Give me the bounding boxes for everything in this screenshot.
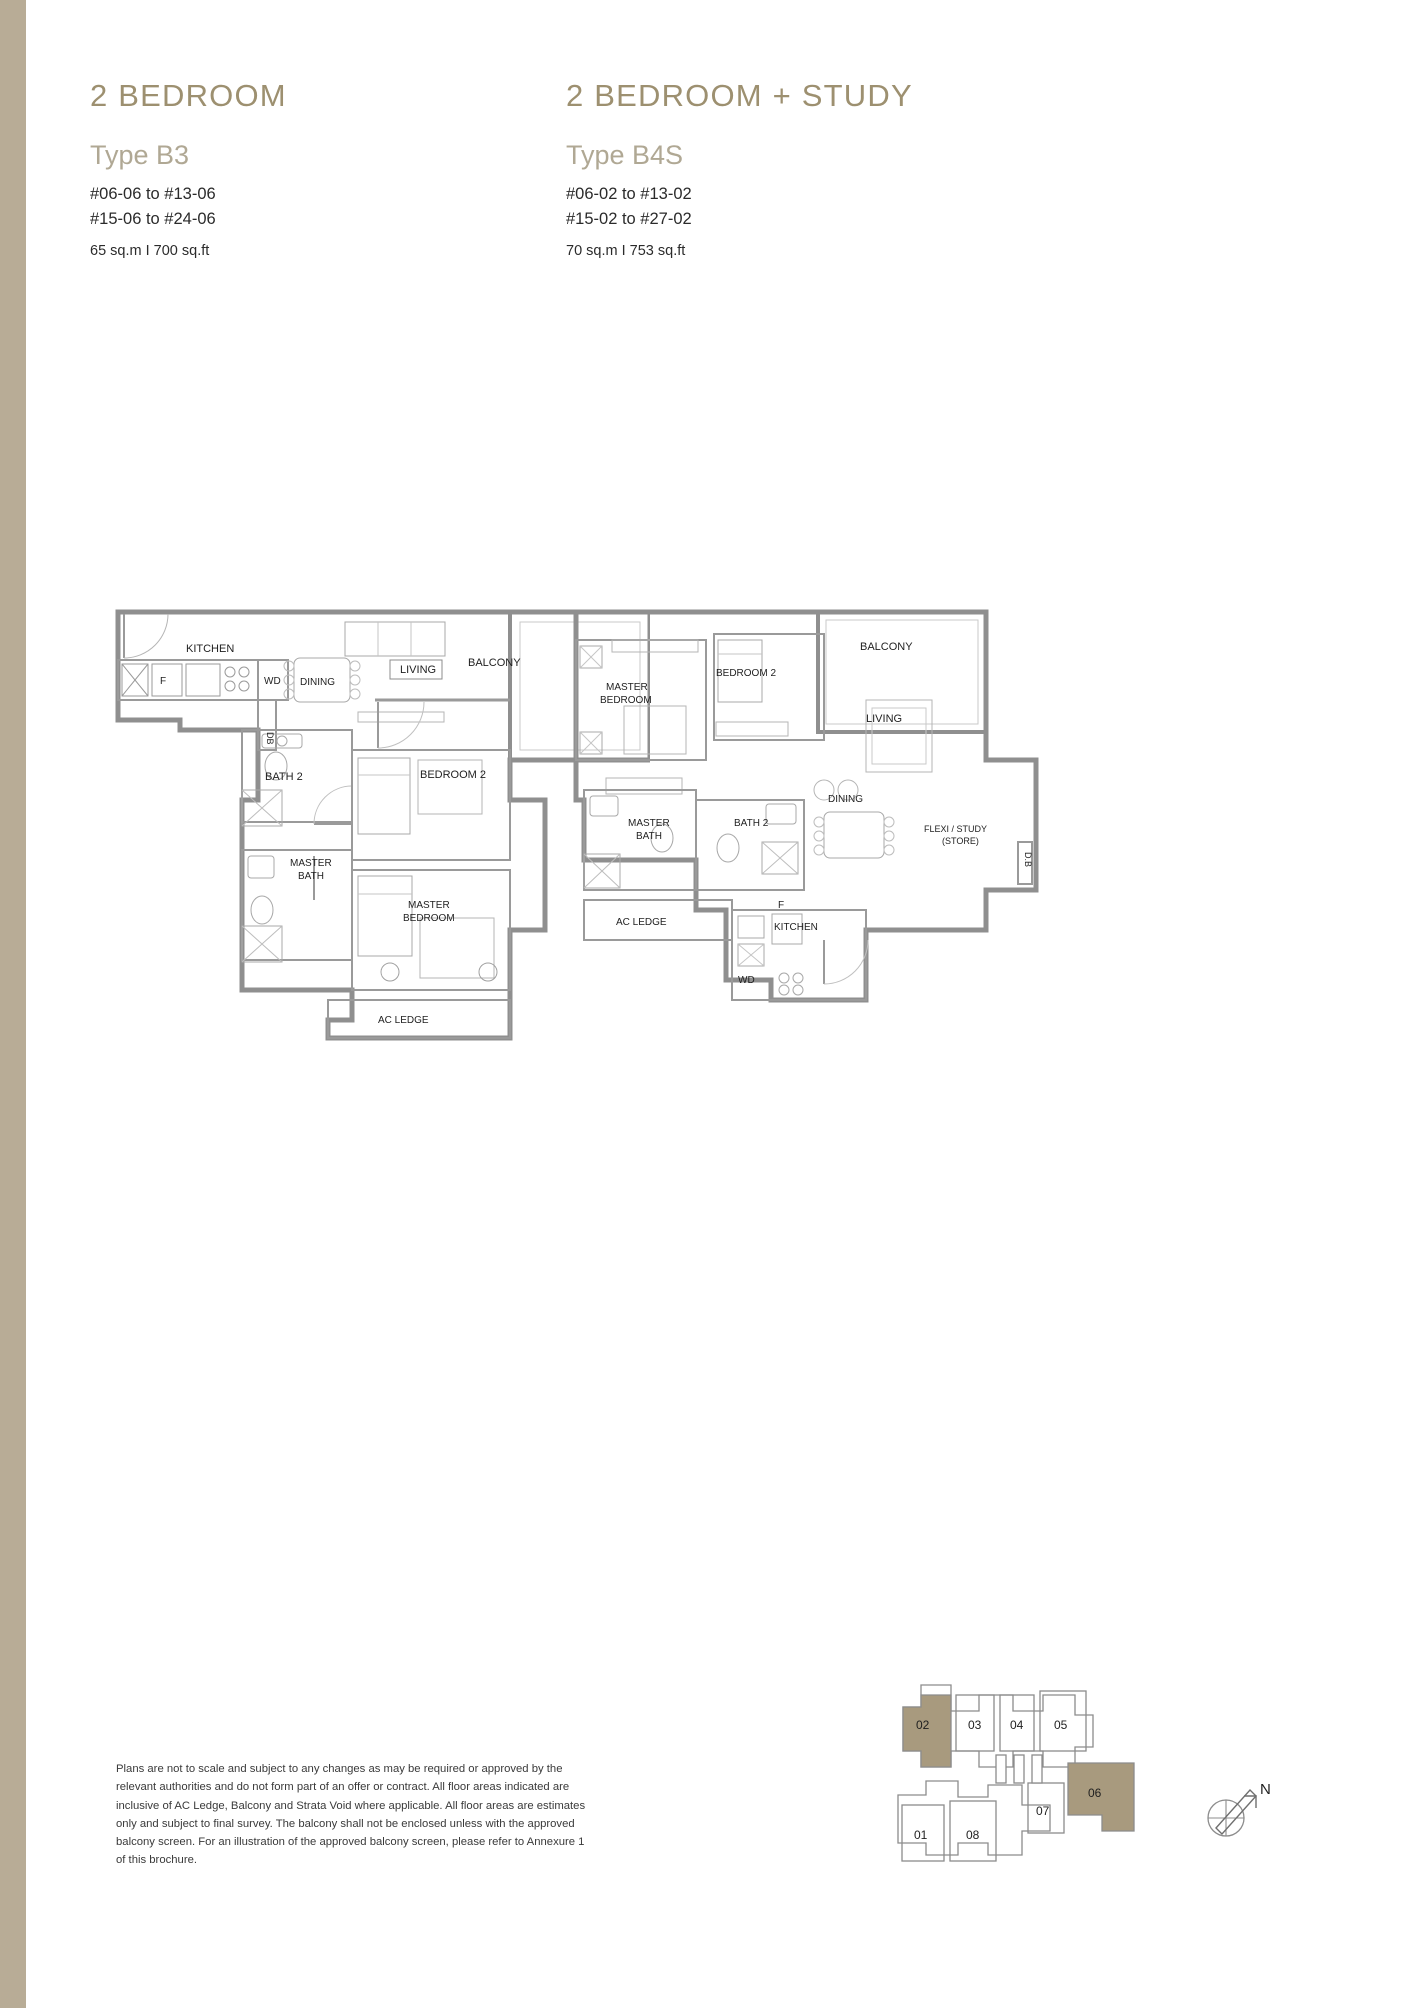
unit-b3-level-line: #06-06 to #13-06	[90, 185, 216, 203]
keyplan	[888, 1655, 1218, 1885]
compass-north-icon	[1194, 1770, 1284, 1850]
unit-b4s-heading	[566, 78, 913, 259]
label-flexi-1: FLEXI / STUDY	[924, 824, 988, 834]
unit-b4s-area: 70 sq.m I 753 sq.ft	[566, 242, 686, 259]
compass-label: N	[1260, 1781, 1271, 1798]
label-master-bedroom-2: BEDROOM	[600, 695, 652, 706]
unit-b3-type: Type B3	[90, 140, 190, 170]
label-balcony: BALCONY	[860, 641, 913, 653]
floorplan-b4s	[566, 600, 1146, 1120]
keyplan-unit-04: 04	[1010, 1718, 1024, 1732]
keyplan-unit-01: 01	[914, 1828, 928, 1842]
unit-b3-area: 65 sq.m I 700 sq.ft	[90, 242, 210, 259]
label-master-bath-1: MASTER	[628, 818, 670, 829]
left-color-band	[0, 0, 26, 2008]
label-fridge: F	[160, 676, 167, 687]
label-ac-ledge: AC LEDGE	[616, 917, 667, 928]
label-master-bath-1: MASTER	[290, 858, 332, 869]
keyplan-unit-02: 02	[916, 1718, 930, 1732]
label-db: D.B	[1023, 852, 1033, 868]
label-master-bedroom-1: MASTER	[408, 900, 450, 911]
label-balcony: BALCONY	[468, 657, 521, 669]
label-master-bath-2: BATH	[636, 831, 662, 842]
label-kitchen: KITCHEN	[774, 922, 818, 933]
brochure-page	[26, 0, 1417, 2008]
label-master-bedroom-2: BEDROOM	[403, 913, 455, 924]
label-db: DB	[265, 732, 275, 745]
unit-b3-heading	[90, 78, 287, 259]
label-master-bedroom-1: MASTER	[606, 682, 648, 693]
unit-b4s-level-line: #06-02 to #13-02	[566, 185, 692, 203]
label-wd: WD	[264, 676, 281, 687]
keyplan-unit-05: 05	[1054, 1718, 1068, 1732]
label-bedroom2: BEDROOM 2	[420, 769, 487, 781]
label-kitchen: KITCHEN	[186, 643, 235, 655]
keyplan-unit-06: 06	[1088, 1786, 1102, 1800]
label-living: LIVING	[866, 713, 903, 725]
label-living: LIVING	[400, 664, 437, 676]
label-wd: WD	[738, 975, 755, 986]
disclaimer-text: Plans are not to scale and subject to any changes as may be required or approved by the relevant authorities and do not form part of an offer or contract. All floor areas indicated are inclusive of AC Ledge, Balcony and Strata Void where applicable. All floor areas are estimates only and subject to final survey. The balcony shall not be enclosed unless with the approved balcony screen. For an illustration of the approved balcony screen, please refer to Annexure 1 of this brochure.	[116, 1763, 586, 1867]
unit-b4s-level-line: #15-02 to #27-02	[566, 209, 692, 228]
label-bath2: BATH 2	[265, 771, 303, 783]
unit-b3-levels	[90, 182, 287, 232]
label-bath2: BATH 2	[734, 818, 769, 829]
label-ac-ledge: AC LEDGE	[378, 1015, 429, 1026]
unit-b4s-title: 2 BEDROOM + STUDY	[566, 78, 913, 113]
unit-b3-title: 2 BEDROOM	[90, 78, 287, 113]
unit-b4s-type: Type B4S	[566, 140, 684, 170]
keyplan-unit-03: 03	[968, 1718, 982, 1732]
keyplan-unit-08: 08	[966, 1828, 980, 1842]
label-dining: DINING	[828, 794, 863, 805]
unit-b4s-levels	[566, 182, 913, 232]
label-dining: DINING	[300, 677, 335, 688]
keyplan-unit-07: 07	[1036, 1804, 1050, 1818]
label-fridge: F	[778, 900, 785, 911]
unit-b3-level-line: #15-06 to #24-06	[90, 209, 216, 228]
label-bedroom2: BEDROOM 2	[716, 668, 777, 679]
label-flexi-2: (STORE)	[942, 836, 979, 846]
label-master-bath-2: BATH	[298, 871, 324, 882]
